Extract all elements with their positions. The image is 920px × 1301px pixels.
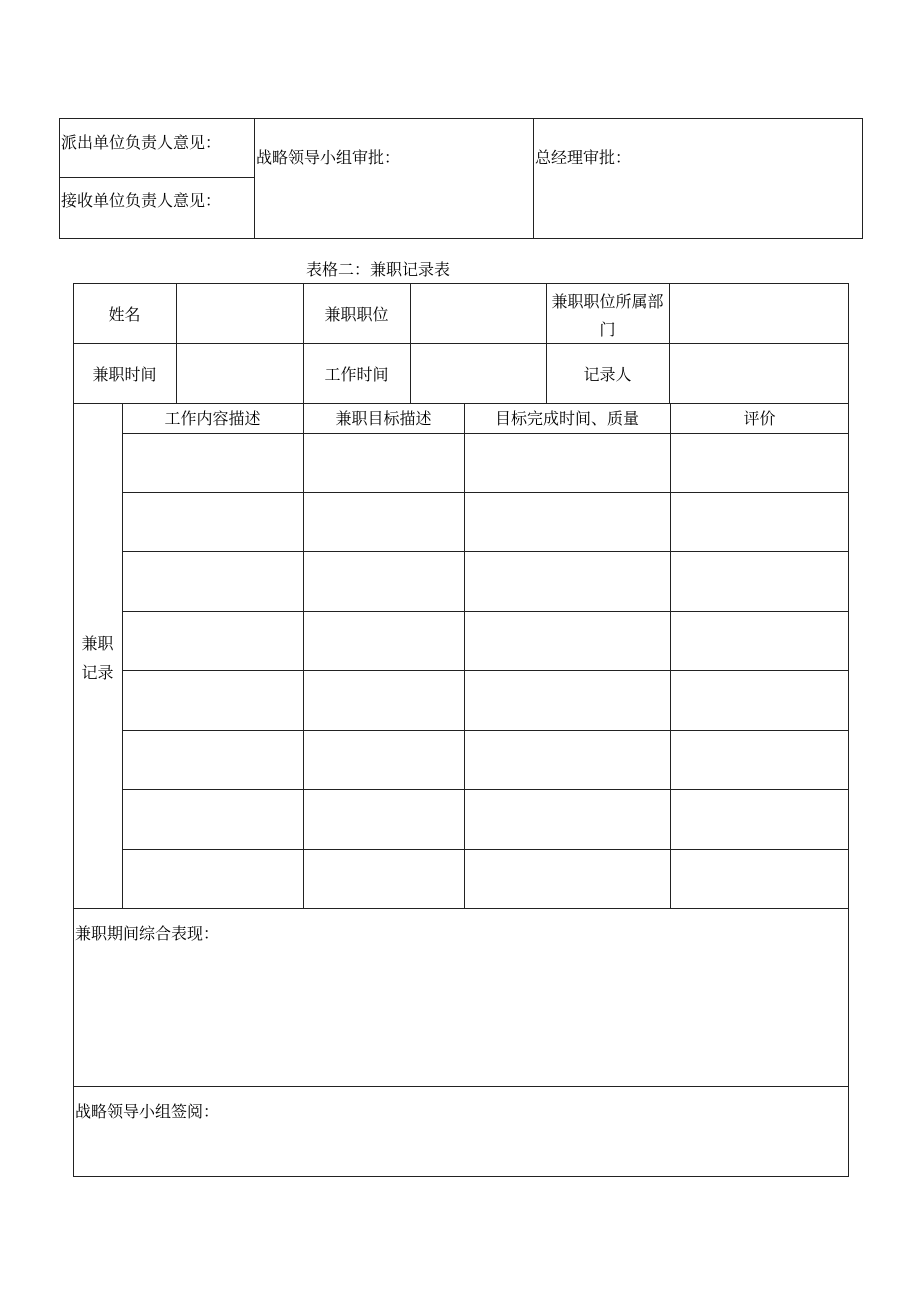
record-row-line [122, 789, 849, 790]
info-col-line [410, 283, 411, 403]
row-line-info-2 [73, 403, 849, 404]
strategy-group-approval-label: 战略领导小组审批： [256, 148, 401, 167]
record-side-col-line [122, 403, 123, 908]
record-row-line [122, 492, 849, 493]
column-header-evaluation: 评价 [743, 409, 776, 428]
work-time-label: 工作时间 [324, 365, 389, 384]
record-row-line [122, 551, 849, 552]
column-header-target: 兼职目标描述 [335, 409, 432, 428]
record-row-line [122, 730, 849, 731]
approval-left-split [59, 177, 255, 178]
recorder-label: 记录人 [583, 365, 632, 384]
sending-unit-opinion-label: 派出单位负责人意见： [61, 133, 222, 152]
record-row-line [122, 670, 849, 671]
row-line-overall [73, 908, 849, 909]
info-col-line [669, 283, 670, 403]
department-label-line1: 兼职职位所属部 [551, 292, 664, 311]
record-col-line [464, 403, 465, 908]
record-row-line [122, 849, 849, 850]
row-line-info-1 [73, 343, 849, 344]
approval-divider-2 [533, 118, 534, 239]
position-label: 兼职职位 [324, 305, 389, 324]
record-side-label-line1: 兼职 [81, 634, 114, 653]
gm-approval-label: 总经理审批： [535, 148, 632, 167]
info-col-line [176, 283, 177, 403]
department-label-line2: 门 [599, 320, 616, 339]
column-header-work-content: 工作内容描述 [164, 409, 261, 428]
record-side-label-line2: 记录 [81, 663, 114, 682]
receiving-unit-opinion-label: 接收单位负责人意见： [61, 191, 222, 210]
overall-performance-label: 兼职期间综合表现： [75, 924, 220, 943]
approval-divider-1 [254, 118, 255, 239]
name-label: 姓名 [108, 305, 141, 324]
record-col-line [670, 403, 671, 908]
column-header-completion: 目标完成时间、质量 [494, 409, 639, 428]
form-title: 表格二：兼职记录表 [306, 260, 451, 279]
row-line-signoff [73, 1086, 849, 1087]
record-row-line [122, 611, 849, 612]
record-row-line [122, 433, 849, 434]
parttime-period-label: 兼职时间 [92, 365, 157, 384]
strategy-group-signoff-label: 战略领导小组签阅： [75, 1102, 220, 1121]
